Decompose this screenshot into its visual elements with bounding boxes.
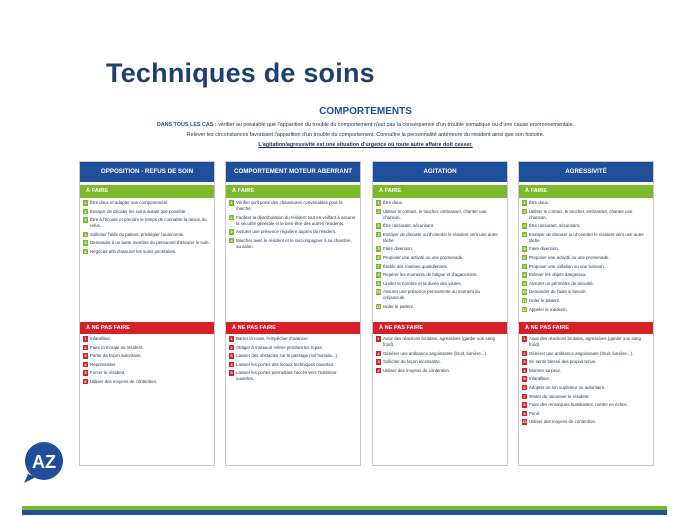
item-number: 1	[84, 336, 87, 341]
item-text: Être doux et adapter son comportement.	[90, 200, 169, 205]
item-number: 3	[377, 223, 380, 229]
logo-text: AZ	[32, 452, 56, 472]
item-text: Avoir des réactions brutales, agressives (garder son sang froid).	[383, 336, 495, 347]
item-number: 1	[377, 200, 380, 205]
item-number: 6	[84, 248, 87, 254]
do-list	[80, 198, 214, 255]
column-title: AGRESSIVITÉ	[519, 162, 653, 182]
list-item	[229, 362, 356, 368]
do-section	[80, 182, 214, 322]
item-text: Tenter de raisonner le résident.	[529, 393, 590, 399]
item-text: Être rassurant, sécurisant.	[383, 223, 435, 229]
list-item	[522, 376, 649, 382]
item-text: Se sentir blessé des propos tenus.	[529, 359, 597, 365]
list-item	[83, 353, 210, 359]
do-section	[519, 182, 653, 322]
item-number: 1	[523, 200, 526, 205]
item-number: 5	[523, 376, 526, 382]
list-item	[83, 362, 210, 368]
list-item	[522, 394, 649, 400]
item-text: Faire diversion.	[529, 246, 560, 252]
item-number: 5	[84, 240, 87, 246]
item-text: Utiliser des moyens de contention.	[383, 367, 451, 373]
item-number: 8	[523, 402, 526, 408]
item-text: Obliger à s'asseoir même pendant les repas.	[236, 344, 323, 350]
item-text: Infantiliser.	[529, 376, 550, 382]
item-text: Barrer la route, l'empêcher d'avancer.	[236, 336, 309, 341]
dont-label: À NE PAS FAIRE	[373, 322, 507, 334]
do-label: À FAIRE	[80, 185, 214, 198]
list-item	[83, 249, 210, 255]
item-text: Solliciter l'aide du patient, privilégier l'autonomie.	[90, 231, 185, 237]
item-number: 9	[523, 410, 526, 416]
do-label: À FAIRE	[226, 185, 360, 198]
list-item	[83, 370, 210, 376]
list-item	[522, 223, 649, 229]
item-number: 5	[523, 246, 526, 252]
item-number: 3	[84, 217, 87, 223]
dont-list	[226, 334, 360, 382]
item-text: Adopter un ton supérieur ou autoritaire.	[529, 384, 606, 390]
item-number: 10	[376, 289, 381, 295]
urgent-note: L'agitation/agressivité est une situation d'urgence où toute autre affaire doit cesser.	[258, 142, 473, 148]
item-number: 6	[84, 378, 87, 384]
item-number: 5	[377, 246, 380, 252]
item-text: Être à l'écoute et prendre le temps de connaître la raison du refus.	[90, 217, 207, 229]
item-text: Demander à un autre membre du personnel d'assurer le soin.	[90, 240, 210, 246]
item-text: Générer une ambiance angoissante (bruit, lumière...).	[383, 350, 488, 356]
list-item	[83, 240, 210, 246]
item-text: Proposer une activité ou une promenade.	[383, 254, 464, 260]
item-number: 7	[523, 393, 526, 399]
list-item	[522, 359, 649, 365]
behavior-sheet	[79, 104, 652, 466]
item-text: Proposer une collation ou une boisson.	[529, 263, 605, 269]
item-text: Utiliser le contact, le toucher, embrasser, chanter une chanson.	[529, 208, 633, 220]
item-text: Essayer de discuter ou d'orienter le résident vers une autre tâche.	[383, 231, 498, 243]
list-item	[83, 217, 210, 229]
list-item	[229, 353, 356, 359]
list-item	[522, 385, 649, 391]
item-text: Essayer de décaler les soins autant que possible.	[90, 208, 187, 214]
list-item	[522, 419, 649, 425]
item-number: 3	[230, 353, 233, 359]
item-number: 2	[523, 350, 526, 356]
item-number: 4	[230, 237, 233, 243]
intro-line-2: Relever les circonstances favorisant l'apparition d'un trouble du comportement. Connaître la personnalité antérieure du résident ainsi que son histoire.	[186, 132, 545, 138]
item-text: Isoler le patient.	[383, 303, 414, 309]
dont-list	[373, 334, 507, 374]
list-item	[522, 368, 649, 374]
list-item	[229, 200, 356, 212]
do-list	[519, 198, 653, 313]
item-number: 2	[377, 208, 380, 214]
item-number: 9	[523, 280, 526, 286]
item-number: 11	[522, 297, 527, 303]
list-item	[376, 368, 503, 374]
list-item	[83, 336, 210, 342]
item-number: 3	[523, 359, 526, 365]
item-text: Appeler le médecin.	[529, 306, 568, 312]
item-number: 1	[523, 336, 526, 341]
list-item	[376, 289, 503, 301]
list-item	[376, 246, 503, 252]
sheet-heading: COMPORTEMENTS	[319, 106, 412, 117]
list-item	[229, 238, 356, 250]
list-item	[522, 307, 649, 313]
list-item	[376, 304, 503, 310]
item-number: 2	[84, 208, 87, 214]
do-list	[226, 198, 360, 250]
item-text: Assurer un périmètre de sécurité.	[529, 280, 594, 286]
item-number: 2	[230, 344, 233, 350]
item-number: 7	[377, 263, 380, 269]
item-text: Infantiliser.	[90, 336, 111, 341]
item-text: Demander de l'aide si besoin.	[529, 289, 587, 295]
do-section	[373, 182, 507, 322]
do-label: À FAIRE	[519, 185, 653, 198]
item-text: Marcher avec le résident et le raccompagner à sa chambre, au salon.	[236, 237, 352, 249]
item-text: Vérifier qu'il porte des chaussures convenables pour la marche.	[236, 200, 343, 211]
item-number: 3	[377, 359, 380, 365]
column-title: AGITATION	[373, 162, 507, 182]
list-item	[229, 336, 356, 342]
item-number: 1	[377, 336, 380, 341]
list-item	[229, 229, 356, 235]
slide-title: Techniques de soins	[106, 58, 375, 88]
list-item	[376, 281, 503, 287]
item-text: Négocier afin d'assurer les soins prioritaires.	[90, 248, 177, 254]
item-number: 10	[522, 419, 527, 425]
list-item	[522, 336, 649, 348]
item-text: Parler de façon autoritaire.	[90, 353, 142, 359]
item-number: 1	[230, 336, 233, 341]
item-text: Montrer sa peur.	[529, 367, 561, 373]
item-text: Limiter le nombre et la durée des visites.	[383, 280, 462, 286]
item-number: 4	[377, 231, 380, 237]
item-text: Utiliser des moyens de contention.	[529, 419, 597, 425]
item-text: Laisser des obstacles sur le passage (sol humide...).	[236, 353, 339, 359]
list-item	[522, 298, 649, 304]
list-item	[376, 272, 503, 278]
item-number: 6	[523, 384, 526, 390]
list-item	[83, 200, 210, 206]
item-number: 3	[84, 353, 87, 359]
list-item	[522, 402, 649, 408]
list-item	[83, 345, 210, 351]
list-item	[522, 289, 649, 295]
item-text: Solliciter de façon incessante.	[383, 359, 442, 365]
column-1	[79, 161, 215, 466]
item-number: 11	[376, 303, 381, 309]
list-item	[376, 264, 503, 270]
item-number: 6	[523, 254, 526, 260]
list-item	[376, 223, 503, 229]
item-number: 1	[230, 200, 233, 205]
item-number: 10	[522, 289, 527, 295]
item-text: Isoler le patient.	[529, 297, 560, 303]
dont-label: À NE PAS FAIRE	[519, 322, 653, 334]
item-text: Repérer les moments de fatigue et d'agacement.	[383, 272, 478, 278]
item-text: Utiliser des moyens de contention.	[90, 378, 158, 384]
item-text: Générer une ambiance angoissante (bruit, lumière...).	[529, 350, 634, 356]
item-text: Assurer une présence permanente au moment du crépuscule.	[383, 289, 480, 301]
list-item	[522, 411, 649, 417]
item-number: 1	[84, 200, 87, 205]
footer-stripe-blue	[22, 510, 667, 515]
item-number: 2	[523, 208, 526, 214]
column-2	[225, 161, 361, 466]
column-3	[372, 161, 508, 466]
item-text: Être doux.	[529, 200, 550, 205]
item-text: Avoir des réactions brutales, agressives (garder son sang froid).	[529, 336, 641, 347]
do-label: À FAIRE	[373, 185, 507, 198]
item-number: 3	[523, 223, 526, 229]
list-item	[376, 351, 503, 357]
item-text: Être doux.	[383, 200, 404, 205]
item-text: Enlever les objets dangereux.	[529, 272, 587, 278]
item-number: 8	[523, 272, 526, 278]
list-item	[83, 379, 210, 385]
item-number: 4	[84, 361, 87, 367]
item-number: 2	[84, 344, 87, 350]
do-list	[373, 198, 507, 310]
list-item	[229, 345, 356, 351]
item-number: 4	[523, 231, 526, 237]
az-logo	[22, 440, 66, 484]
list-item	[522, 272, 649, 278]
item-number: 4	[230, 361, 233, 367]
item-text: Faire diversion.	[383, 246, 414, 252]
list-item	[522, 281, 649, 287]
list-item	[376, 200, 503, 206]
list-item	[522, 264, 649, 270]
column-title: COMPORTEMENT MOTEUR ABERRANT	[226, 162, 360, 182]
item-text: Assurer une présence régulière auprès du résident.	[236, 229, 337, 235]
list-item	[376, 336, 503, 348]
item-text: Faire des remarques humiliantes, mettre en échec.	[529, 402, 629, 408]
item-number: 4	[84, 231, 87, 237]
list-item	[376, 255, 503, 261]
item-text: Punir.	[529, 410, 541, 416]
list-item	[229, 370, 356, 382]
item-number: 4	[523, 367, 526, 373]
list-item	[522, 246, 649, 252]
list-item	[522, 209, 649, 221]
item-text: Essayer de discuter ou d'orienter le résident vers une autre tâche.	[529, 231, 644, 243]
list-item	[83, 209, 210, 215]
item-number: 3	[230, 229, 233, 235]
item-text: Établir des routines quotidiennes.	[383, 263, 448, 269]
item-number: 6	[377, 254, 380, 260]
item-number: 9	[377, 280, 380, 286]
item-text: Utiliser le contact, le toucher, embrasser, chanter une chanson.	[383, 208, 487, 220]
item-number: 7	[523, 263, 526, 269]
item-text: Faciliter la déambulation du résident tout en veillant à assurer la sécurité générale et le bien-être des autres résidents.	[236, 214, 356, 226]
do-section	[226, 182, 360, 322]
column-4	[518, 161, 654, 466]
list-item	[376, 209, 503, 221]
dont-label: À NE PAS FAIRE	[226, 322, 360, 334]
item-number: 2	[230, 214, 233, 220]
item-number: 12	[522, 306, 527, 312]
column-title: OPPOSITION - REFUS DE SOIN	[80, 162, 214, 182]
list-item	[229, 215, 356, 227]
intro-prefix: DANS TOUS LES CAS :	[156, 122, 217, 128]
dont-list	[80, 334, 214, 385]
intro-text: vérifier au préalable que l'apparition du trouble du comportement n'est pas la conséquence d'un trouble somatique ou d'une cause environnementale.	[218, 122, 575, 128]
item-text: Laisser les portes permettant l'accès vers l'extérieur ouvertes.	[236, 370, 337, 382]
list-item	[522, 200, 649, 206]
item-text: Forcer le résident.	[90, 370, 126, 376]
item-text: Laisser les portes des locaux techniques ouvertes.	[236, 361, 335, 367]
intro-line-3	[79, 141, 652, 150]
list-item	[376, 359, 503, 365]
list-item	[522, 351, 649, 357]
dont-list	[519, 334, 653, 425]
item-number: 2	[377, 350, 380, 356]
item-text: Proposer une activité ou une promenade.	[529, 254, 610, 260]
list-item	[83, 232, 210, 238]
list-item	[522, 255, 649, 261]
item-text: Réprimander.	[90, 361, 117, 367]
item-number: 8	[377, 272, 380, 278]
item-number: 5	[84, 370, 87, 376]
item-text: Être rassurant, sécurisant.	[529, 223, 581, 229]
dont-label: À NE PAS FAIRE	[80, 322, 214, 334]
intro-line-1	[79, 121, 652, 130]
item-number: 5	[230, 370, 233, 376]
list-item	[376, 232, 503, 244]
item-number: 4	[377, 367, 380, 373]
list-item	[522, 232, 649, 244]
item-text: Faire la morale au résident.	[90, 344, 144, 350]
